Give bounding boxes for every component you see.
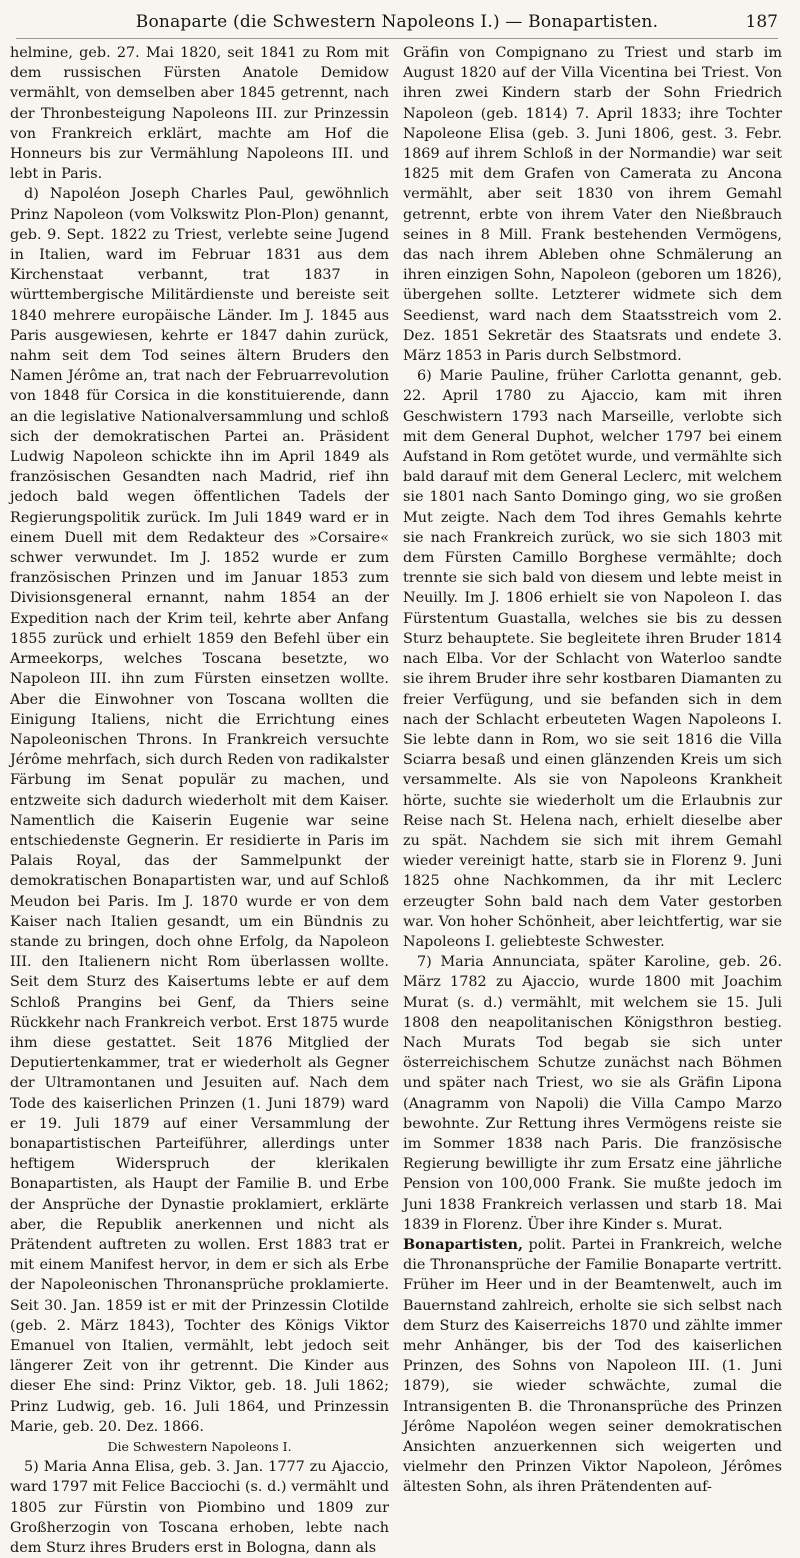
running-header: [16, 8, 778, 39]
dictionary-entry: [403, 1235, 782, 1498]
page-number: 187: [745, 12, 778, 32]
paragraph: 6) Marie Pauline, früher Carlotta genannt, geb. 22. April 1780 zu Ajaccio, kam mit ihren Geschwistern 1793 nach Marseille, verlobte sich mit dem General Duphot, welcher 1797 bei einem Aufstand in Rom getötet wurde, und vermählte sich bald darauf mit dem General Leclerc, mit welchem sie 1801 nach Santo Domingo ging, wo sie großen Mut zeigte. Nach dem Tod ihres Gemahls kehrte sie nach Frankreich zurück, wo sie sich 1803 mit dem Fürsten Camillo Borghese vermählte; doch trennte sie sich bald von diesem und lebte meist in Neuilly. Im J. 1806 erhielt sie von Napoleon I. das Fürstentum Guastalla, welches sie bis zu dessen Sturz behauptete. Sie begleitete ihren Bruder 1814 nach Elba. Vor der Schlacht von Waterloo sandte sie ihrem Bruder ihre sehr kostbaren Diamanten zu freier Verfügung, und sie befanden sich in dem nach der Schlacht erbeuteten Wagen Napoleons I. Sie lebte dann in Rom, wo sie seit 1816 die Villa Sciarra besaß und einen glänzenden Kreis um sich versammelte. Als sie von Napoleons Krankheit hörte, suchte sie wiederholt um die Erlaubnis zur Reise nach St. Helena nach, erhielt dieselbe aber zu spät. Nachdem sie sich mit ihrem Gemahl wieder vereinigt hatte, starb sie in Florenz 9. Juni 1825 ohne Nachkommen, da ihr mit Leclerc erzeugter Sohn bald nach dem Vater gestorben war. Von hoher Schönheit, aber leichtfertig, war sie Napoleons I. geliebteste Schwester.: [403, 368, 782, 950]
paragraph: helmine, geb. 27. Mai 1820, seit 1841 zu Rom mit dem russischen Fürsten Anatole Demidow vermählt, von demselben aber 1845 getrennt, nach der Thronbesteigung Napoleons III. zur Prinzessin von Frankreich erklärt, machte am Hof die Honneurs bis zur Vermählung Napoleons III. und lebt in Paris.: [10, 45, 389, 183]
paragraph: 7) Maria Annunciata, später Karoline, geb. 26. März 1782 zu Ajaccio, wurde 1800 mit Joachim Murat (s. d.) vermählt, mit welchem sie 15. Juli 1808 den neapolitanischen Königsthron bestieg. Nach Murats Tod begab sie sich unter österreichischem Schutze zunächst nach Böhmen und später nach Triest, wo sie als Gräfin Lipona (Anagramm von Napoli) die Villa Campo Marzo bewohnte. Zur Rettung ihres Vermögens reiste sie im Sommer 1838 nach Paris. Die französische Regierung bewilligte ihr zum Ersatz eine jährliche Pension von 100,000 Frank. Sie mußte jedoch im Juni 1838 Frankreich verlassen und starb 18. Mai 1839 in Florenz. Über ihre Kinder s. Murat.: [403, 954, 782, 1233]
entry-text: polit. Partei in Frankreich, welche die Thronansprüche der Familie Bonaparte vertritt. Früher im Heer und in der Beamtenwelt, auch im Bauernstand zahlreich, erholte sie sich selbst nach dem Sturz des Kaiserreichs 1870 und zählte immer mehr Anhänger, bis der Tod des kaiserlichen Prinzen, des Sohns von Napoleon III. (1. Juni 1879), sie wieder schwächte, zumal die Intransigenten B. die Thronansprüche des Prinzen Jérôme Napoléon wegen seiner demokratischen Ansichten anzuerkennen sich weigerten und vielmehr den Prinzen Viktor Napoleon, Jérômes ältesten Sohn, als ihren Prätendenten auf-: [403, 1236, 782, 1496]
right-column: [403, 43, 782, 1558]
header-title: Bonaparte (die Schwestern Napoleons I.) — Bonapartisten.: [135, 12, 659, 32]
paragraph: 5) Maria Anna Elisa, geb. 3. Jan. 1777 zu Ajaccio, ward 1797 mit Felice Bacciochi (s. d.) vermählt und 1805 zur Fürstin von Piombino und 1809 zur Großherzogin von Toscana erhoben, lebte nach dem Sturz ihres Bruders erst in Bologna, dann als: [10, 1459, 389, 1557]
left-column: [10, 43, 389, 1558]
entry-term: Bonapartisten,: [403, 1235, 524, 1253]
section-subheading: Die Schwestern Napoleons I.: [107, 1439, 292, 1455]
paragraph: d) Napoléon Joseph Charles Paul, gewöhnlich Prinz Napoleon (vom Volkswitz Plon-Plon) genannt, geb. 9. Sept. 1822 zu Triest, verlebte seine Jugend in Italien, ward im Februar 1831 aus dem Kirchenstaat verbannt, trat 1837 in württembergische Militärdienste und bereiste seit 1840 mehrere europäische Länder. Im J. 1845 aus Paris ausgewiesen, kehrte er 1847 dahin zurück, nahm seit dem Tod seines ältern Bruders den Namen Jérôme an, trat nach der Februarrevolution von 1848 für Corsica in die konstituierende, dann an die legislative Nationalversammlung und schloß sich der demokratischen Partei an. Präsident Ludwig Napoleon schickte ihn im April 1849 als französischen Gesandten nach Madrid, rief ihn jedoch bald wegen öffentlichen Tadels der Regierungspolitik zurück. Im Juli 1849 ward er in einem Duell mit dem Redakteur des »Corsaire« schwer verwundet. Im J. 1852 wurde er zum französischen Prinzen und im Januar 1853 zum Divisionsgeneral ernannt, nahm 1854 an der Expedition nach der Krim teil, kehrte aber Anfang 1855 zurück und erhielt 1859 den Befehl über ein Armeekorps, welches Toscana besetzte, wo Napoleon III. ihn zum Fürsten einsetzen wollte. Aber die Einwohner von Toscana wollten die Einigung Italiens, nicht die Errichtung eines Napoleonischen Throns. In Frankreich versuchte Jérôme mehrfach, sich durch Reden von radikalster Färbung im Senat populär zu machen, und entzweite sich dadurch wiederholt mit dem Kaiser. Namentlich die Kaiserin Eugenie war seine entschiedenste Gegnerin. Er residierte in Paris im Palais Royal, das der Sammelpunkt der demokratischen Bonapartisten war, und auf Schloß Meudon bei Paris. Im J. 1870 wurde er von dem Kaiser nach Italien gesandt, um ein Bündnis zu stande zu bringen, doch ohne Erfolg, da Napoleon III. den Italienern nicht Rom überlassen wollte. Seit dem Sturz des Kaisertums lebte er auf dem Schloß Prangins bei Genf, da Thiers seine Rückkehr nach Frankreich verbot. Erst 1875 wurde ihm diese gestattet. Seit 1876 Mitglied der Deputiertenkammer, trat er wiederholt als Gegner der Ultramontanen und Jesuiten auf. Nach dem Tode des kaiserlichen Prinzen (1. Juni 1879) ward er 19. Juli 1879 auf einer Versammlung der bonapartistischen Parteiführer, allerdings unter heftigem Widerspruch der klerikalen Bonapartisten, als Haupt der Familie B. und Erbe der Ansprüche der Dynastie proklamiert, erklärte aber, die Republik anerkennen und nicht als Prätendent auftreten zu wollen. Erst 1883 trat er mit einem Manifest hervor, in dem er sich als Erbe der Napoleonischen Thronansprüche proklamierte. Seit 30. Jan. 1859 ist er mit der Prinzessin Clotilde (geb. 2. März 1843), Tochter des Königs Viktor Emanuel von Italien, vermählt, lebt jedoch seit längerer Zeit von ihr getrennt. Die Kinder aus dieser Ehe sind: Prinz Viktor, geb. 18. Juli 1862; Prinz Ludwig, geb. 16. Juli 1864, und Prinzessin Marie, geb. 20. Dez. 1866.: [10, 186, 389, 1435]
paragraph: Gräfin von Compignano zu Triest und starb im August 1820 auf der Villa Vicentina bei Triest. Von ihren zwei Kindern starb der Sohn Friedrich Napoleon (geb. 1814) 7. April 1833; ihre Tochter Napoleone Elisa (geb. 3. Juni 1806, gest. 3. Febr. 1869 auf ihrem Schloß in der Normandie) war seit 1825 mit dem Grafen von Camerata zu Ancona vermählt, aber seit 1830 von ihrem Gemahl getrennt, erbte von ihrem Vater den Nießbrauch seines in 8 Mill. Frank bestehenden Vermögens, das nach ihrem Ableben ohne Schmälerung an ihren einzigen Sohn, Napoleon (geboren um 1826), übergehen sollte. Letzterer widmete sich dem Seedienst, ward nach dem Staatsstreich vom 2. Dez. 1851 Sekretär des Staatsrats und endete 3. März 1853 in Paris durch Selbstmord.: [403, 45, 782, 365]
text-columns: [10, 43, 784, 1558]
